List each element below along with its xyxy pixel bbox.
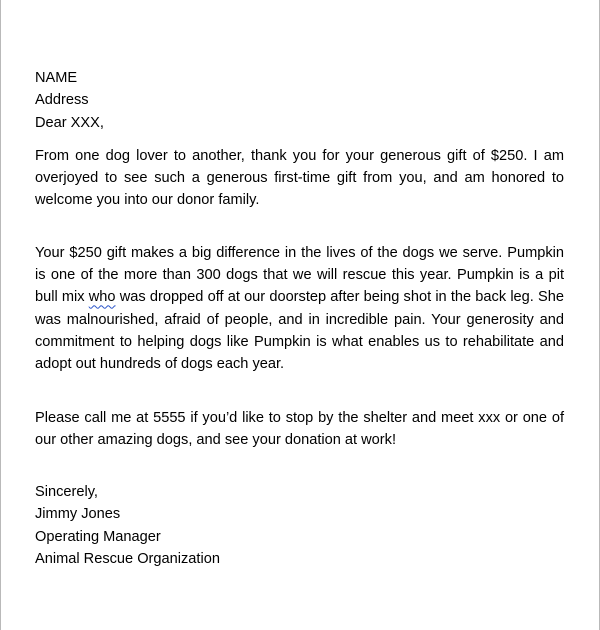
signer-title: Operating Manager xyxy=(35,529,161,545)
recipient-address: Address xyxy=(35,92,89,108)
valediction: Sincerely, xyxy=(35,484,98,500)
organization-name: Animal Rescue Organization xyxy=(35,551,220,567)
paragraph-invitation: Please call me at 5555 if you’d like to stop by the shelter and meet xxx or one of our other amazing dogs, and see your donation at work! xyxy=(35,410,564,449)
paragraph-impact-text-2: was dropped off at our doorstep after being shot in the back leg. She was malnourished, afraid of people, and in incredible pain. Your generosity and commitment to helping dogs like Pumpkin is what enables us to rehabilitate and adopt out hundreds of dogs each year. xyxy=(35,289,564,373)
paragraph-impact xyxy=(35,242,564,375)
salutation: Dear XXX, xyxy=(35,115,104,131)
paragraph-thank-you: From one dog lover to another, thank you for your generous gift of $250. I am overjoyed to see such a generous first-time gift from you, and am honored to welcome you into our donor family. xyxy=(35,148,564,209)
signer-name: Jimmy Jones xyxy=(35,506,121,522)
grammar-flagged-word: who xyxy=(88,289,116,306)
paragraph-impact-text-1: Your $250 gift makes a big difference in the lives of the dogs we serve. Pumpkin is one of the more than 300 dogs that we will rescue this year. Pumpkin is a pit bull mix xyxy=(35,245,564,306)
recipient-name: NAME xyxy=(35,70,78,86)
